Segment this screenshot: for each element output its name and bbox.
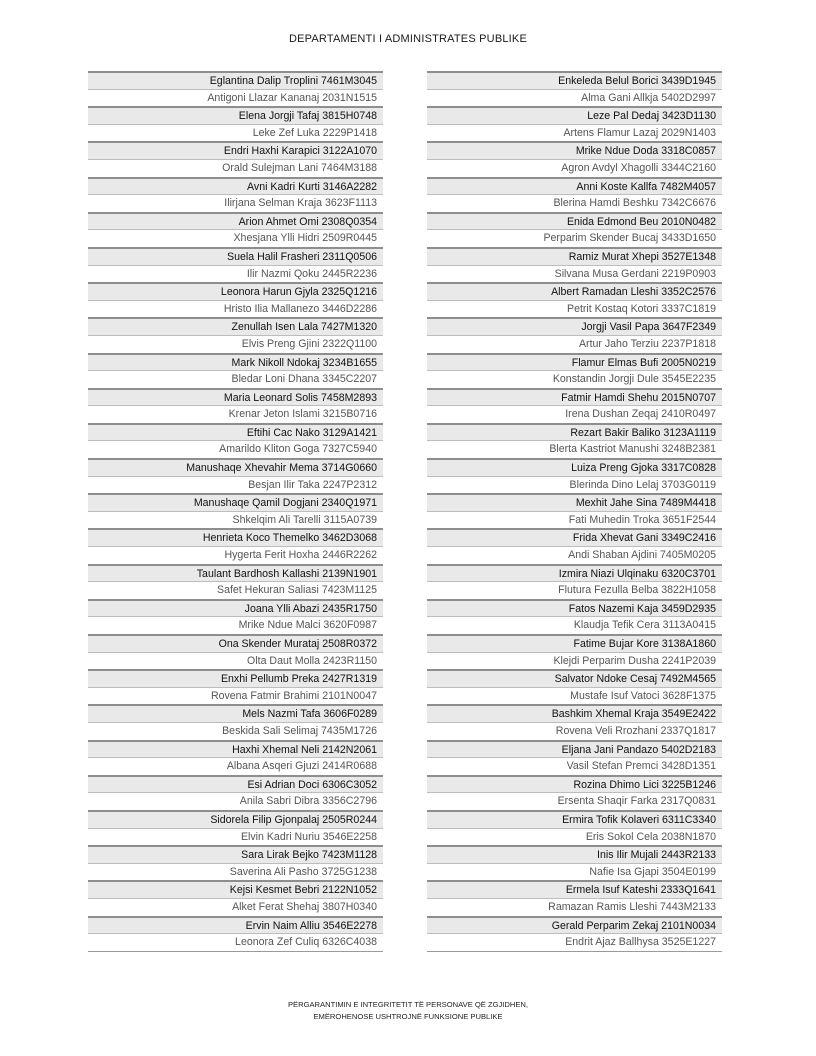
list-item: Silvana Musa Gerdani 2219P0903 [427,265,722,283]
list-item: Ervin Naim Alliu 3546E2278 [88,916,383,934]
list-item: Mels Nazmi Tafa 3606F0289 [88,704,383,722]
list-item: Safet Hekuran Saliasi 7423M1125 [88,581,383,599]
list-item: Olta Daut Molla 2423R1150 [88,652,383,670]
list-item: Hygerta Ferit Hoxha 2446R2262 [88,546,383,564]
list-item: Ramazan Ramis Lleshi 7443M2133 [427,898,722,916]
list-item: Rezart Bakir Baliko 3123A1119 [427,423,722,441]
list-item: Blerta Kastriot Manushi 3248B2381 [427,440,722,458]
list-item: Orald Sulejman Lani 7464M3188 [88,159,383,177]
list-item: Bashkim Xhemal Kraja 3549E2422 [427,704,722,722]
list-item: Joana Ylli Abazi 2435R1750 [88,599,383,617]
list-item: Blerina Hamdi Beshku 7342C6676 [427,194,722,212]
list-item: Ona Skender Murataj 2508R0372 [88,634,383,652]
list-item: Avni Kadri Kurti 3146A2282 [88,177,383,195]
list-item: Esi Adrian Doci 6306C3052 [88,775,383,793]
page-footer [0,999,816,1023]
left-name-list [88,71,383,952]
list-item: Eljana Jani Pandazo 5402D2183 [427,740,722,758]
list-item: Mrike Ndue Malci 3620F0987 [88,616,383,634]
list-item: Flutura Fezulla Belba 3822H1058 [427,581,722,599]
list-item: Enxhi Pellumb Preka 2427R1319 [88,669,383,687]
list-item: Elvis Preng Gjini 2322Q1100 [88,335,383,353]
list-item: Ermira Tofik Kolaveri 6311C3340 [427,810,722,828]
list-item: Antigoni Llazar Kananaj 2031N1515 [88,89,383,107]
list-item: Inis Ilir Mujali 2443R2133 [427,845,722,863]
list-item: Ilirjana Selman Kraja 3623F1113 [88,194,383,212]
list-item: Manushaqe Qamil Dogjani 2340Q1971 [88,493,383,511]
list-item: Klaudja Tefik Cera 3113A0415 [427,616,722,634]
list-item: Eris Sokol Cela 2038N1870 [427,828,722,846]
list-item: Elena Jorgji Tafaj 3815H0748 [88,106,383,124]
list-item: Haxhi Xhemal Neli 2142N2061 [88,740,383,758]
list-item: Rovena Fatmir Brahimi 2101N0047 [88,687,383,705]
list-item: Petrit Kostaq Kotori 3337C1819 [427,300,722,318]
list-item: Konstandin Jorgji Dule 3545E2235 [427,370,722,388]
list-item: Artens Flamur Lazaj 2029N1403 [427,124,722,142]
list-item: Mark Nikoll Ndokaj 3234B1655 [88,353,383,371]
list-item: Ramiz Murat Xhepi 3527E1348 [427,247,722,265]
list-item: Enkeleda Belul Borici 3439D1945 [427,71,722,89]
list-item: Endri Haxhi Karapici 3122A1070 [88,141,383,159]
list-item: Mustafe Isuf Vatoci 3628F1375 [427,687,722,705]
list-item: Blerinda Dino Lelaj 3703G0119 [427,476,722,494]
list-item: Agron Avdyl Xhagolli 3344C2160 [427,159,722,177]
list-item: Mrike Ndue Doda 3318C0857 [427,141,722,159]
list-item: Taulant Bardhosh Kallashi 2139N1901 [88,564,383,582]
list-item: Fatime Bujar Kore 3138A1860 [427,634,722,652]
list-item: Gerald Perparim Zekaj 2101N0034 [427,916,722,934]
list-item: Bledar Loni Dhana 3345C2207 [88,370,383,388]
list-item: Fatmir Hamdi Shehu 2015N0707 [427,388,722,406]
list-item: Leze Pal Dedaj 3423D1130 [427,106,722,124]
list-item: Suela Halil Frasheri 2311Q0506 [88,247,383,265]
list-item: Ilir Nazmi Qoku 2445R2236 [88,265,383,283]
list-item: Albert Ramadan Lleshi 3352C2576 [427,282,722,300]
list-item: Manushaqe Xhevahir Mema 3714G0660 [88,458,383,476]
list-item: Enida Edmond Beu 2010N0482 [427,212,722,230]
list-item: Perparim Skender Bucaj 3433D1650 [427,229,722,247]
list-item: Leonora Zef Culiq 6326C4038 [88,933,383,951]
list-item: Rozina Dhimo Lici 3225B1246 [427,775,722,793]
list-item: Amarildo Kliton Goga 7327C5940 [88,440,383,458]
list-item: Fati Muhedin Troka 3651F2544 [427,511,722,529]
list-item: Jorgji Vasil Papa 3647F2349 [427,317,722,335]
list-item: Leke Zef Luka 2229P1418 [88,124,383,142]
list-item: Sidorela Filip Gjonpalaj 2505R0244 [88,810,383,828]
list-item: Eftihi Cac Nako 3129A1421 [88,423,383,441]
list-item: Besjan Ilir Taka 2247P2312 [88,476,383,494]
list-item: Zenullah Isen Lala 7427M1320 [88,317,383,335]
list-item: Xhesjana Ylli Hidri 2509R0445 [88,229,383,247]
list-item: Kejsi Kesmet Bebri 2122N1052 [88,880,383,898]
list-item: Luiza Preng Gjoka 3317C0828 [427,458,722,476]
list-item: Anni Koste Kallfa 7482M4057 [427,177,722,195]
list-item: Beskida Sali Selimaj 7435M1726 [88,722,383,740]
list-item: Leonora Harun Gjyla 2325Q1216 [88,282,383,300]
footer-line-1: PËRGARANTIMIN E INTEGRITETIT TË PERSONAVE QË ZGJIDHEN, [287,1000,529,1009]
list-item: Anila Sabri Dibra 3356C2796 [88,792,383,810]
list-item: Henrieta Koco Themelko 3462D3068 [88,528,383,546]
footer-line-2: EMËROHENOSE USHTROJNË FUNKSIONE PUBLIKE [313,1012,503,1021]
list-item: Krenar Jeton Islami 3215B0716 [88,405,383,423]
list-item: Ersenta Shaqir Farka 2317Q0831 [427,792,722,810]
list-item: Flamur Elmas Bufi 2005N0219 [427,353,722,371]
list-item: Frida Xhevat Gani 3349C2416 [427,528,722,546]
list-item: Alket Ferat Shehaj 3807H0340 [88,898,383,916]
right-name-list [427,71,722,952]
list-item: Fatos Nazemi Kaja 3459D2935 [427,599,722,617]
page-title: DEPARTAMENTI I ADMINISTRATES PUBLIKE [288,33,528,45]
list-item: Hristo Ilia Mallanezo 3446D2286 [88,300,383,318]
list-item: Sara Lirak Bejko 7423M1128 [88,845,383,863]
list-item: Arion Ahmet Omi 2308Q0354 [88,212,383,230]
list-item: Rovena Veli Rrozhani 2337Q1817 [427,722,722,740]
list-item: Mexhit Jahe Sina 7489M4418 [427,493,722,511]
list-item: Maria Leonard Solis 7458M2893 [88,388,383,406]
list-item: Endrit Ajaz Ballhysa 3525E1227 [427,933,722,951]
list-item: Klejdi Perparim Dusha 2241P2039 [427,652,722,670]
list-item: Alma Gani Allkja 5402D2997 [427,89,722,107]
list-item: Izmira Niazi Ulqinaku 6320C3701 [427,564,722,582]
list-item: Shkelqim Ali Tarelli 3115A0739 [88,511,383,529]
list-item: Albana Asqeri Gjuzi 2414R0688 [88,757,383,775]
list-item: Saverina Ali Pasho 3725G1238 [88,863,383,881]
list-item: Ermela Isuf Kateshi 2333Q1641 [427,880,722,898]
list-item: Elvin Kadri Nuriu 3546E2258 [88,828,383,846]
list-item: Salvator Ndoke Cesaj 7492M4565 [427,669,722,687]
list-item: Artur Jaho Terziu 2237P1818 [427,335,722,353]
list-item: Irena Dushan Zeqaj 2410R0497 [427,405,722,423]
list-item: Nafie Isa Gjapi 3504E0199 [427,863,722,881]
list-item: Eglantina Dalip Troplini 7461M3045 [88,71,383,89]
list-item: Andi Shaban Ajdini 7405M0205 [427,546,722,564]
list-item: Vasil Stefan Premci 3428D1351 [427,757,722,775]
